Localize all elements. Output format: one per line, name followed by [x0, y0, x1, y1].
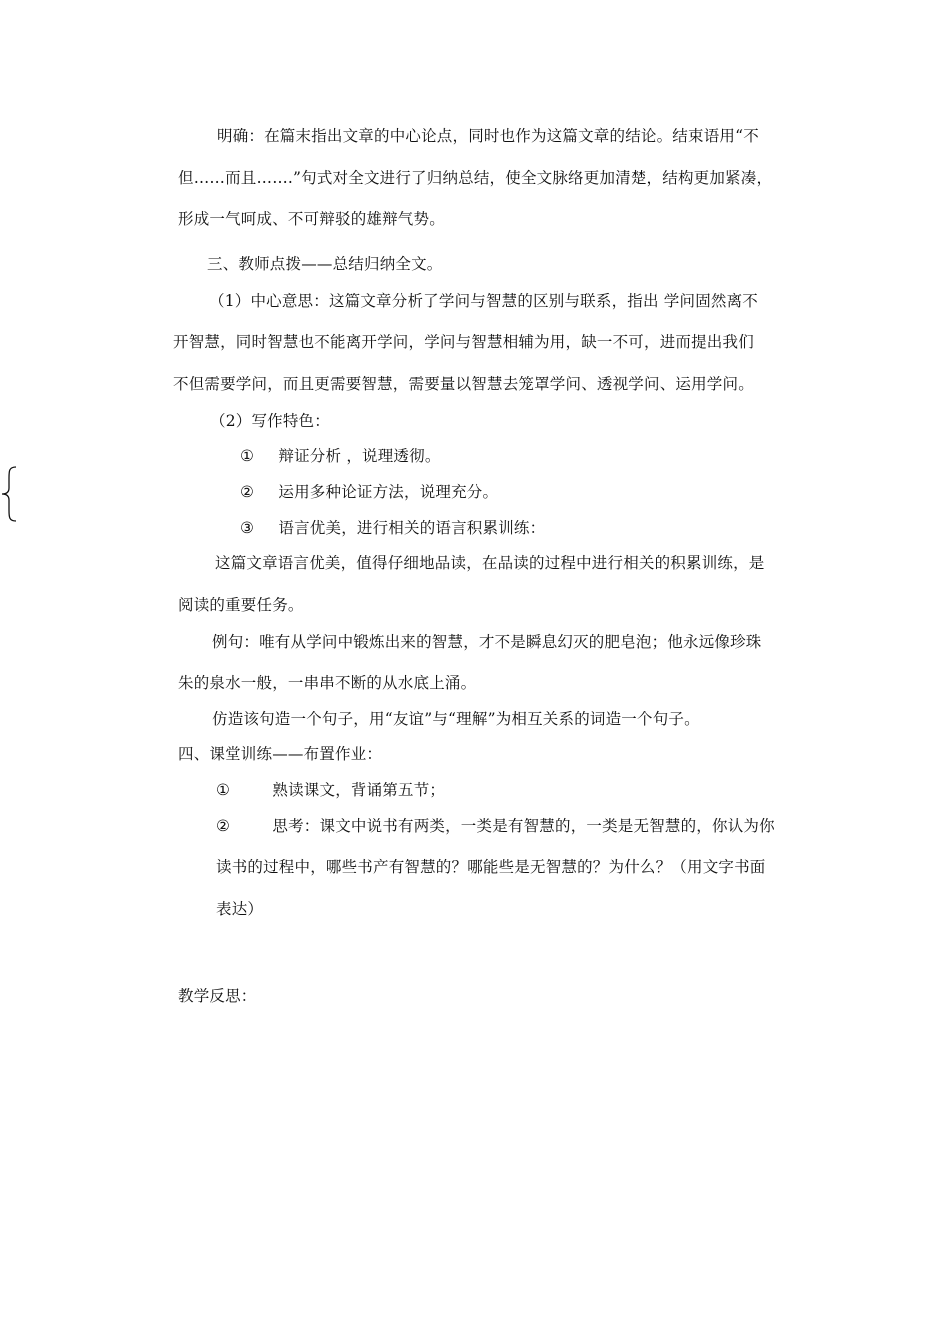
- assignment-continuation-line-2: 表达）: [216, 900, 264, 918]
- item-text: 思考：课文中说书有两类，一类是有智慧的，一类是无智慧的，你认为你: [272, 817, 775, 835]
- language-note-line-1: 这篇文章语言优美，值得仔细地品读，在品读的过程中进行相关的积累训练，是: [215, 554, 765, 572]
- center-idea-line-3: 不但需要学问，而且更需要智慧，需要量以智慧去笼罩学问、透视学问、运用学问。: [173, 375, 754, 393]
- assignment-item-1: [216, 780, 445, 800]
- example-line-2: 朱的泉水一般，一串串不断的从水底上涌。: [178, 674, 477, 692]
- example-line-1: 例句：唯有从学问中锻炼出来的智慧，才不是瞬息幻灭的肥皂泡；他永远像珍珠: [212, 633, 762, 651]
- item-text: 运用多种论证方法，说理充分。: [278, 483, 499, 501]
- center-idea-line-2: 开智慧，同时智慧也不能离开学问，学问与智慧相辅为用，缺一不可，进而提出我们: [173, 333, 754, 351]
- item-text: 熟读课文，背诵第五节；: [272, 781, 446, 799]
- writing-feature-item-1: [240, 446, 441, 466]
- writing-features-label: （2）写作特色：: [210, 412, 330, 430]
- imitation-instruction: 仿造该句造一个句子，用“友谊”与“理解”为相互关系的词造一个句子。: [212, 710, 700, 728]
- conclusion-line-2: 但……而且…….”句式对全文进行了归纳总结，使全文脉络更加清楚，结构更加紧凑，: [178, 169, 773, 187]
- assignment-item-2: [216, 816, 775, 836]
- item-text: 辩证分析 ，说理透彻。: [278, 447, 441, 465]
- center-idea-line-1: （1）中心意思：这篇文章分析了学问与智慧的区别与联系，指出 学问固然离不: [209, 292, 758, 310]
- conclusion-line-1: 明确：在篇末指出文章的中心论点，同时也作为这篇文章的结论。结束语用“不: [217, 127, 759, 145]
- item-marker: ①: [240, 447, 255, 465]
- conclusion-line-3: 形成一气呵成、不可辩驳的雄辩气势。: [178, 210, 445, 228]
- item-marker: ①: [216, 781, 231, 799]
- item-marker: ②: [240, 483, 255, 501]
- writing-feature-item-2: [240, 482, 498, 502]
- item-text: 语言优美，进行相关的语言积累训练：: [278, 519, 546, 537]
- left-brace-icon: [0, 466, 18, 522]
- teaching-reflection-label: 教学反思：: [178, 987, 257, 1005]
- item-marker: ③: [240, 519, 255, 537]
- section-three-heading: 三、教师点拨——总结归纳全文。: [207, 255, 443, 273]
- language-note-line-2: 阅读的重要任务。: [178, 596, 304, 614]
- section-four-heading: 四、课堂训练——布置作业：: [178, 745, 383, 763]
- writing-feature-item-3: [240, 518, 545, 538]
- assignment-continuation-line-1: 读书的过程中，哪些书产有智慧的？哪能些是无智慧的？为什么？（用文字书面: [216, 858, 766, 876]
- item-marker: ②: [216, 817, 231, 835]
